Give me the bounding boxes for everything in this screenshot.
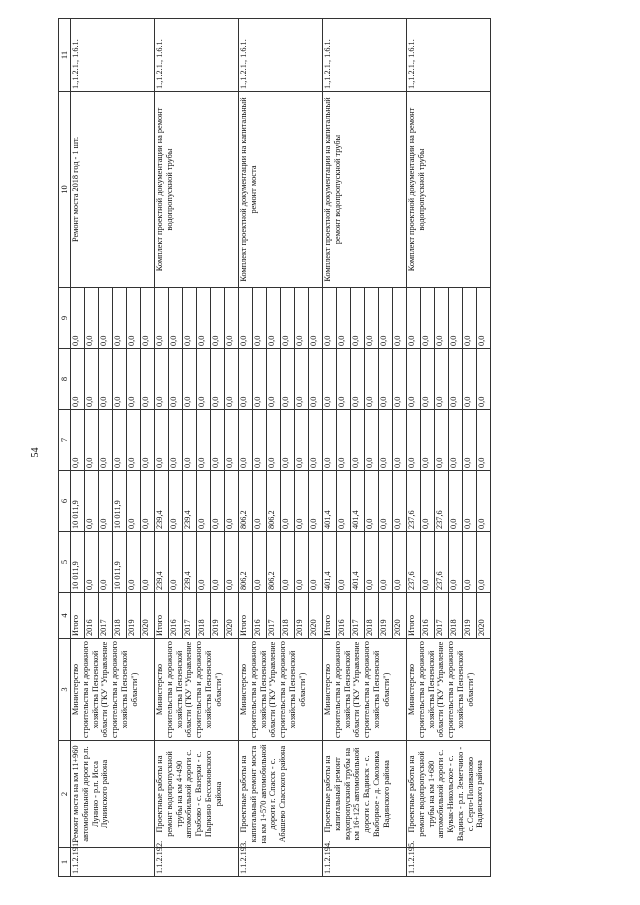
year-cell: 2017 <box>267 593 281 639</box>
year-cell: 2018 <box>113 593 127 639</box>
amount-cell: 0,0 <box>379 349 393 410</box>
amount-cell: 0,0 <box>337 532 351 593</box>
amount-cell: 0,0 <box>267 349 281 410</box>
column-number-cell: 9 <box>59 288 71 349</box>
amount-cell: 0,0 <box>197 532 211 593</box>
amount-cell: 0,0 <box>337 288 351 349</box>
amount-cell: 0,0 <box>309 410 323 471</box>
amount-cell: 806,2 <box>239 532 253 593</box>
amount-cell: 401,4 <box>351 532 365 593</box>
amount-cell: 0,0 <box>197 349 211 410</box>
executor-cell: Министерство строительства и дорожного хозяйства Пензенской области (ГКУ "Управление строительства и дорожного хозяйства Пензенской области") <box>71 639 155 741</box>
amount-cell: 0,0 <box>449 532 463 593</box>
amount-cell: 237,6 <box>435 532 449 593</box>
table-row <box>239 19 253 877</box>
table-row <box>155 19 169 877</box>
amount-cell: 0,0 <box>127 471 141 532</box>
amount-cell: 0,0 <box>421 532 435 593</box>
amount-cell: 0,0 <box>85 349 99 410</box>
amount-cell: 0,0 <box>99 410 113 471</box>
year-cell: 2019 <box>211 593 225 639</box>
amount-cell: 0,0 <box>281 471 295 532</box>
indicator-links-cell: 1.,1.2.1., 1.6.1. <box>323 19 407 92</box>
year-cell: 2020 <box>477 593 491 639</box>
amount-cell: 0,0 <box>113 288 127 349</box>
amount-cell: 0,0 <box>239 288 253 349</box>
year-cell: 2018 <box>197 593 211 639</box>
amount-cell: 0,0 <box>183 349 197 410</box>
amount-cell: 0,0 <box>253 288 267 349</box>
amount-cell: 0,0 <box>309 532 323 593</box>
amount-cell: 10 011,9 <box>71 532 85 593</box>
amount-cell: 0,0 <box>239 349 253 410</box>
amount-cell: 10 011,9 <box>113 532 127 593</box>
amount-cell: 0,0 <box>365 471 379 532</box>
year-cell: 2019 <box>379 593 393 639</box>
amount-cell: 0,0 <box>99 532 113 593</box>
amount-cell: 0,0 <box>225 410 239 471</box>
result-cell: Комплект проектной документации на капитальный ремонт моста <box>239 92 323 288</box>
amount-cell: 0,0 <box>337 471 351 532</box>
amount-cell: 0,0 <box>365 288 379 349</box>
page-number: 54 <box>30 447 41 458</box>
amount-cell: 0,0 <box>239 410 253 471</box>
amount-cell: 0,0 <box>71 349 85 410</box>
amount-cell: 0,0 <box>113 410 127 471</box>
amount-cell: 0,0 <box>155 288 169 349</box>
year-cell: 2016 <box>253 593 267 639</box>
amount-cell: 401,4 <box>351 471 365 532</box>
year-cell: 2017 <box>351 593 365 639</box>
column-number-row <box>59 19 71 877</box>
item-number-cell: 1.1.2.191. <box>71 848 155 877</box>
column-number-cell: 4 <box>59 593 71 639</box>
amount-cell: 10 011,9 <box>71 471 85 532</box>
column-number-cell: 6 <box>59 471 71 532</box>
amount-cell: 0,0 <box>267 288 281 349</box>
amount-cell: 0,0 <box>379 471 393 532</box>
amount-cell: 10 011,9 <box>113 471 127 532</box>
column-number-cell: 1 <box>59 848 71 877</box>
amount-cell: 0,0 <box>281 532 295 593</box>
amount-cell: 0,0 <box>225 288 239 349</box>
amount-cell: 0,0 <box>281 288 295 349</box>
amount-cell: 0,0 <box>141 410 155 471</box>
amount-cell: 0,0 <box>365 410 379 471</box>
amount-cell: 0,0 <box>449 288 463 349</box>
executor-cell: Министерство строительства и дорожного хозяйства Пензенской области (ГКУ "Управление строительства и дорожного хозяйства Пензенской области") <box>323 639 407 741</box>
year-cell: Итого <box>71 593 85 639</box>
executor-cell: Министерство строительства и дорожного хозяйства Пензенской области (ГКУ "Управление строительства и дорожного хозяйства Пензенской области") <box>407 639 491 741</box>
indicator-links-cell: 1.,1.2.1., 1.6.1. <box>407 19 491 92</box>
amount-cell: 0,0 <box>323 349 337 410</box>
amount-cell: 0,0 <box>323 410 337 471</box>
amount-cell: 0,0 <box>435 349 449 410</box>
amount-cell: 0,0 <box>435 410 449 471</box>
amount-cell: 0,0 <box>421 410 435 471</box>
result-cell: Комплект проектной документации на ремонт водопропускной трубы <box>407 92 491 288</box>
column-number-cell: 2 <box>59 741 71 848</box>
amount-cell: 0,0 <box>351 349 365 410</box>
amount-cell: 401,4 <box>323 471 337 532</box>
amount-cell: 239,4 <box>183 532 197 593</box>
amount-cell: 0,0 <box>337 410 351 471</box>
amount-cell: 0,0 <box>183 288 197 349</box>
amount-cell: 0,0 <box>225 349 239 410</box>
amount-cell: 0,0 <box>155 410 169 471</box>
amount-cell: 806,2 <box>267 471 281 532</box>
amount-cell: 0,0 <box>309 349 323 410</box>
amount-cell: 0,0 <box>211 288 225 349</box>
year-cell: 2019 <box>295 593 309 639</box>
item-name-cell: Проектные работы на ремонт водопропускной трубы на км 1+680 автомобильной дороги с. Кувак-Никольское - с. Вадинск - р.п. Земетчино - с. Серго-Поливаново Вадинского района <box>407 741 491 848</box>
amount-cell: 0,0 <box>295 288 309 349</box>
year-cell: 2018 <box>449 593 463 639</box>
year-cell: 2019 <box>127 593 141 639</box>
amount-cell: 0,0 <box>225 532 239 593</box>
amount-cell: 0,0 <box>463 288 477 349</box>
year-cell: 2020 <box>141 593 155 639</box>
amount-cell: 237,6 <box>407 532 421 593</box>
amount-cell: 0,0 <box>407 288 421 349</box>
table-row <box>71 19 85 877</box>
year-cell: 2018 <box>281 593 295 639</box>
item-number-cell: 1.1.2.195. <box>407 848 491 877</box>
amount-cell: 0,0 <box>281 349 295 410</box>
amount-cell: 0,0 <box>393 471 407 532</box>
executor-cell: Министерство строительства и дорожного хозяйства Пензенской области (ГКУ "Управление строительства и дорожного хозяйства Пензенской области") <box>239 639 323 741</box>
amount-cell: 0,0 <box>407 410 421 471</box>
amount-cell: 806,2 <box>239 471 253 532</box>
amount-cell: 0,0 <box>253 471 267 532</box>
amount-cell: 0,0 <box>463 532 477 593</box>
amount-cell: 237,6 <box>435 471 449 532</box>
year-cell: 2017 <box>435 593 449 639</box>
amount-cell: 0,0 <box>281 410 295 471</box>
amount-cell: 0,0 <box>295 532 309 593</box>
amount-cell: 0,0 <box>449 471 463 532</box>
amount-cell: 0,0 <box>211 471 225 532</box>
amount-cell: 0,0 <box>379 410 393 471</box>
amount-cell: 0,0 <box>169 532 183 593</box>
amount-cell: 0,0 <box>141 349 155 410</box>
amount-cell: 0,0 <box>99 288 113 349</box>
year-cell: 2020 <box>393 593 407 639</box>
amount-cell: 0,0 <box>253 410 267 471</box>
indicator-links-cell: 1.,1.2.1., 1.6.1. <box>71 19 155 92</box>
amount-cell: 0,0 <box>421 349 435 410</box>
year-cell: 2016 <box>337 593 351 639</box>
year-cell: 2018 <box>365 593 379 639</box>
amount-cell: 0,0 <box>393 349 407 410</box>
amount-cell: 0,0 <box>127 532 141 593</box>
amount-cell: 0,0 <box>477 349 491 410</box>
year-cell: 2016 <box>85 593 99 639</box>
amount-cell: 0,0 <box>197 288 211 349</box>
amount-cell: 0,0 <box>99 349 113 410</box>
amount-cell: 0,0 <box>365 349 379 410</box>
amount-cell: 0,0 <box>183 410 197 471</box>
amount-cell: 0,0 <box>309 288 323 349</box>
column-number-cell: 3 <box>59 639 71 741</box>
amount-cell: 0,0 <box>267 410 281 471</box>
amount-cell: 0,0 <box>127 349 141 410</box>
amount-cell: 0,0 <box>393 532 407 593</box>
amount-cell: 0,0 <box>351 288 365 349</box>
amount-cell: 0,0 <box>337 349 351 410</box>
item-number-cell: 1.1.2.193. <box>239 848 323 877</box>
result-cell: Комплект проектной документации на капитальный ремонт водопропускной трубы <box>323 92 407 288</box>
amount-cell: 0,0 <box>99 471 113 532</box>
amount-cell: 0,0 <box>85 410 99 471</box>
amount-cell: 0,0 <box>477 532 491 593</box>
year-cell: 2016 <box>169 593 183 639</box>
amount-cell: 0,0 <box>211 349 225 410</box>
amount-cell: 0,0 <box>211 410 225 471</box>
amount-cell: 0,0 <box>211 532 225 593</box>
amount-cell: 0,0 <box>127 288 141 349</box>
result-cell: Комплект проектной документации на ремонт водопропускной трубы <box>155 92 239 288</box>
indicator-links-cell: 1.,1.2.1., 1.6.1. <box>239 19 323 92</box>
amount-cell: 0,0 <box>71 288 85 349</box>
amount-cell: 0,0 <box>169 410 183 471</box>
amount-cell: 239,4 <box>155 471 169 532</box>
column-number-cell: 10 <box>59 92 71 288</box>
amount-cell: 0,0 <box>85 532 99 593</box>
year-cell: Итого <box>239 593 253 639</box>
item-number-cell: 1.1.2.194. <box>323 848 407 877</box>
amount-cell: 0,0 <box>309 471 323 532</box>
amount-cell: 0,0 <box>463 410 477 471</box>
amount-cell: 0,0 <box>169 288 183 349</box>
year-cell: Итого <box>407 593 421 639</box>
amount-cell: 0,0 <box>323 288 337 349</box>
executor-cell: Министерство строительства и дорожного хозяйства Пензенской области (ГКУ "Управление строительства и дорожного хозяйства Пензенской области") <box>155 639 239 741</box>
amount-cell: 0,0 <box>435 288 449 349</box>
year-cell: 2016 <box>421 593 435 639</box>
result-cell: Ремонт моста 2018 год - 1 шт. <box>71 92 155 288</box>
indicator-links-cell: 1.,1.2.1., 1.6.1. <box>155 19 239 92</box>
amount-cell: 0,0 <box>407 349 421 410</box>
amount-cell: 0,0 <box>463 471 477 532</box>
year-cell: Итого <box>155 593 169 639</box>
amount-cell: 0,0 <box>421 471 435 532</box>
amount-cell: 0,0 <box>295 471 309 532</box>
amount-cell: 0,0 <box>113 349 127 410</box>
amount-cell: 0,0 <box>225 471 239 532</box>
amount-cell: 806,2 <box>267 532 281 593</box>
item-name-cell: Ремонт моста на км 11+960 автомобильной дороги р.п. Лунино - р.п. Исса Лунинского района <box>71 741 155 848</box>
amount-cell: 0,0 <box>253 349 267 410</box>
table-body <box>59 19 491 877</box>
amount-cell: 0,0 <box>253 532 267 593</box>
amount-cell: 0,0 <box>295 410 309 471</box>
amount-cell: 0,0 <box>169 349 183 410</box>
table-row <box>323 19 337 877</box>
amount-cell: 0,0 <box>295 349 309 410</box>
amount-cell: 0,0 <box>141 471 155 532</box>
amount-cell: 0,0 <box>141 288 155 349</box>
amount-cell: 0,0 <box>85 471 99 532</box>
column-number-cell: 8 <box>59 349 71 410</box>
amount-cell: 0,0 <box>365 532 379 593</box>
amount-cell: 239,4 <box>155 532 169 593</box>
amount-cell: 0,0 <box>477 471 491 532</box>
year-cell: 2020 <box>309 593 323 639</box>
column-number-cell: 11 <box>59 19 71 92</box>
amount-cell: 0,0 <box>351 410 365 471</box>
amount-cell: 0,0 <box>393 288 407 349</box>
amount-cell: 0,0 <box>127 410 141 471</box>
year-cell: Итого <box>323 593 337 639</box>
item-name-cell: Проектные работы на капитальный ремонт моста на км 1+570 автомобильной дороги г. Спасск - с. Абашево Спасского района <box>239 741 323 848</box>
year-cell: 2020 <box>225 593 239 639</box>
amount-cell: 0,0 <box>141 532 155 593</box>
year-cell: 2019 <box>463 593 477 639</box>
year-cell: 2017 <box>183 593 197 639</box>
amount-cell: 237,6 <box>407 471 421 532</box>
item-number-cell: 1.1.2.192. <box>155 848 239 877</box>
program-table <box>58 18 491 877</box>
amount-cell: 0,0 <box>421 288 435 349</box>
amount-cell: 0,0 <box>197 471 211 532</box>
amount-cell: 0,0 <box>379 532 393 593</box>
amount-cell: 0,0 <box>155 349 169 410</box>
item-name-cell: Проектные работы на ремонт водопропускной трубы на км 4+490 автомобильной дороги с. Грабово - с. Вазерки - с. Пыркино Бессоновского района <box>155 741 239 848</box>
amount-cell: 0,0 <box>449 410 463 471</box>
table-row <box>407 19 421 877</box>
amount-cell: 0,0 <box>477 410 491 471</box>
amount-cell: 0,0 <box>71 410 85 471</box>
amount-cell: 0,0 <box>379 288 393 349</box>
year-cell: 2017 <box>99 593 113 639</box>
amount-cell: 0,0 <box>85 288 99 349</box>
column-number-cell: 5 <box>59 532 71 593</box>
amount-cell: 0,0 <box>197 410 211 471</box>
amount-cell: 0,0 <box>463 349 477 410</box>
item-name-cell: Проектные работы на капитальный ремонт водопропускной трубы на км 16+125 автомобильной дороги с. Вадинск - с. Выборное - д. Смоловка Вадинского района <box>323 741 407 848</box>
amount-cell: 0,0 <box>449 349 463 410</box>
amount-cell: 0,0 <box>393 410 407 471</box>
amount-cell: 401,4 <box>323 532 337 593</box>
amount-cell: 0,0 <box>169 471 183 532</box>
column-number-cell: 7 <box>59 410 71 471</box>
amount-cell: 0,0 <box>477 288 491 349</box>
amount-cell: 239,4 <box>183 471 197 532</box>
